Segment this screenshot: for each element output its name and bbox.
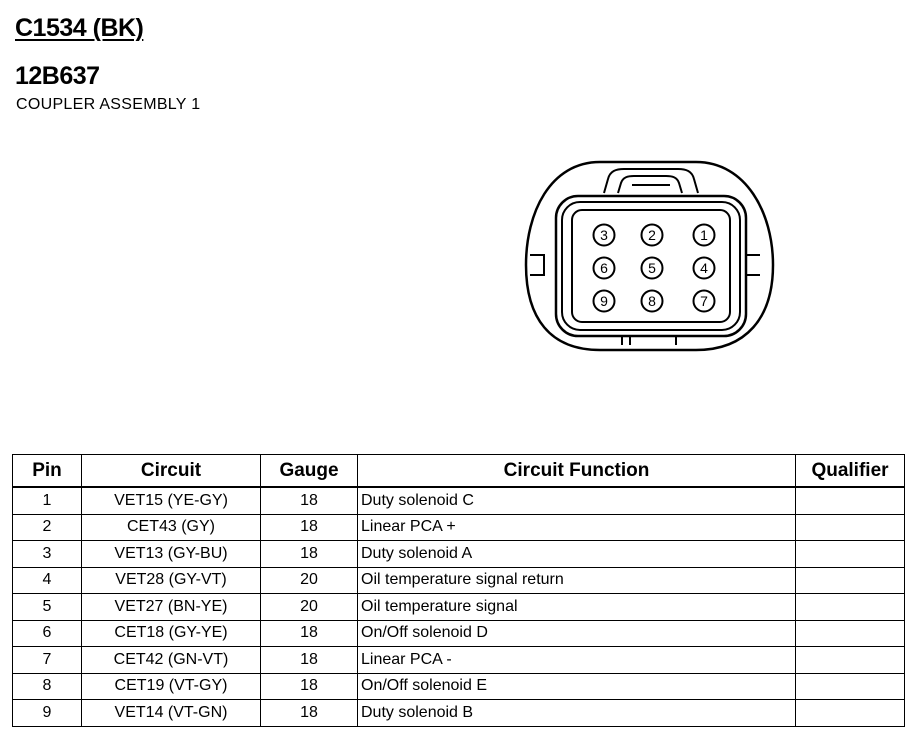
gauge-cell: 20: [261, 567, 358, 594]
pin-label: 1: [700, 227, 708, 243]
circuit-cell: CET18 (GY-YE): [82, 620, 261, 647]
circuit-cell: VET14 (VT-GN): [82, 700, 261, 727]
gauge-cell: 18: [261, 620, 358, 647]
table-row: [13, 647, 905, 674]
circuit-cell: VET15 (YE-GY): [82, 487, 261, 514]
qualifier-cell: [796, 594, 905, 621]
qualifier-cell: [796, 541, 905, 568]
table-row: [13, 541, 905, 568]
gauge-cell: 18: [261, 514, 358, 541]
function-cell: Oil temperature signal return: [358, 567, 796, 594]
qualifier-cell: [796, 620, 905, 647]
pin-cell: 4: [13, 567, 82, 594]
pin-label: 7: [700, 293, 708, 309]
gauge-cell: 18: [261, 541, 358, 568]
gauge-cell: 20: [261, 594, 358, 621]
pin-cell: 6: [13, 620, 82, 647]
table-row: [13, 514, 905, 541]
pinout-table: [12, 454, 905, 727]
pin-cell: 7: [13, 647, 82, 674]
table-row: [13, 567, 905, 594]
column-header-pin: Pin: [13, 455, 82, 488]
connector-face-diagram: [518, 155, 778, 365]
circuit-cell: CET43 (GY): [82, 514, 261, 541]
part-description: COUPLER ASSEMBLY 1: [16, 96, 201, 113]
column-header-qualifier: Qualifier: [796, 455, 905, 488]
circuit-cell: VET28 (GY-VT): [82, 567, 261, 594]
table-row: [13, 594, 905, 621]
qualifier-cell: [796, 700, 905, 727]
pin-label: 8: [648, 293, 656, 309]
pin-cell: 2: [13, 514, 82, 541]
pin-cell: 8: [13, 673, 82, 700]
pin-label: 9: [600, 293, 608, 309]
pin-label: 3: [600, 227, 608, 243]
function-cell: Duty solenoid B: [358, 700, 796, 727]
function-cell: Linear PCA +: [358, 514, 796, 541]
function-cell: Duty solenoid A: [358, 541, 796, 568]
function-cell: Linear PCA -: [358, 647, 796, 674]
connector-id: C1534 (BK): [15, 14, 144, 42]
function-cell: On/Off solenoid D: [358, 620, 796, 647]
circuit-cell: VET27 (BN-YE): [82, 594, 261, 621]
pin-label: 5: [648, 260, 656, 276]
function-cell: Duty solenoid C: [358, 487, 796, 514]
column-header-gauge: Gauge: [261, 455, 358, 488]
gauge-cell: 18: [261, 647, 358, 674]
gauge-cell: 18: [261, 487, 358, 514]
table-row: [13, 620, 905, 647]
pin-label: 2: [648, 227, 656, 243]
qualifier-cell: [796, 673, 905, 700]
function-cell: Oil temperature signal: [358, 594, 796, 621]
table-header-row: [13, 455, 905, 488]
right-mounting-tab: [746, 255, 760, 275]
table-row: [13, 700, 905, 727]
gauge-cell: 18: [261, 700, 358, 727]
function-cell: On/Off solenoid E: [358, 673, 796, 700]
pin-label: 6: [600, 260, 608, 276]
table-row: [13, 487, 905, 514]
circuit-cell: CET19 (VT-GY): [82, 673, 261, 700]
gauge-cell: 18: [261, 673, 358, 700]
pin-cell: 5: [13, 594, 82, 621]
circuit-cell: CET42 (GN-VT): [82, 647, 261, 674]
left-mounting-tab: [530, 255, 544, 275]
column-header-circuit: Circuit: [82, 455, 261, 488]
qualifier-cell: [796, 487, 905, 514]
column-header-circuit-function: Circuit Function: [358, 455, 796, 488]
circuit-cell: VET13 (GY-BU): [82, 541, 261, 568]
pin-cell: 9: [13, 700, 82, 727]
qualifier-cell: [796, 514, 905, 541]
qualifier-cell: [796, 647, 905, 674]
pin-cell: 1: [13, 487, 82, 514]
pin-label: 4: [700, 260, 708, 276]
table-row: [13, 673, 905, 700]
qualifier-cell: [796, 567, 905, 594]
pin-cell: 3: [13, 541, 82, 568]
part-number: 12B637: [15, 62, 100, 90]
